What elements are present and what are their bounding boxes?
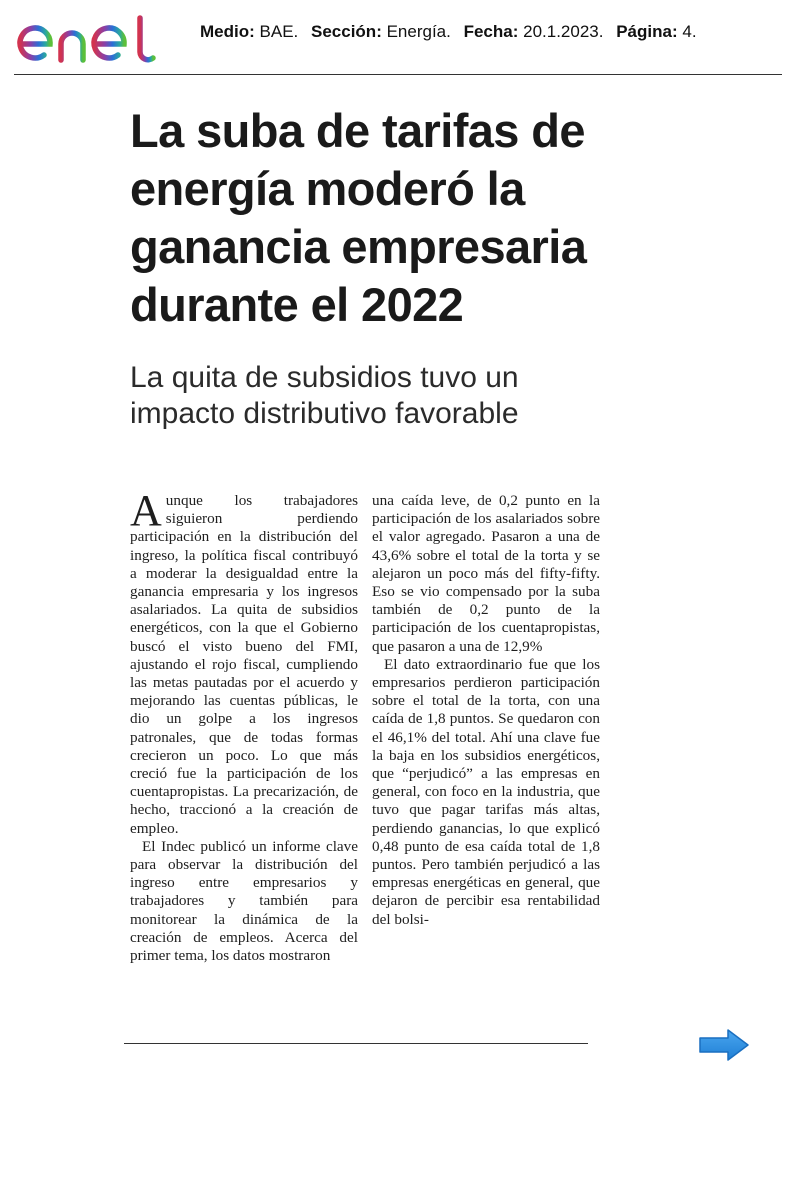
article-column-right [372, 492, 600, 929]
paragraph-text: unque los trabajadores siguieron perdiendo participación en la distribución del ingreso, la política fiscal contribuyó a moderar la desigualdad entre la ganancia empresaria y los ingresos asalariados. La quita de subsidios energéticos, con la que el Gobierno buscó el visto bueno del FMI, ajustando el rojo fiscal, cumpliendo las metas pautadas por el acuerdo y mejorando las cuentas públicas, le dio un golpe a los ingresos patronales, que de todas formas crecieron un poco. Lo que más creció fue la participación de los cuentapropistas. La precarización, de hecho, traccionó a la creación de empleo. [130, 492, 358, 837]
paragraph: El dato extraordinario fue que los empresarios perdieron participación sobre el total de la torta, con una caída de 1,8 puntos. Se quedaron con el 46,1% del total. Ahí una clave fue la baja en los subsidios energéticos, que “perjudicó” a las empresas en general, con foco en la industria, que tuvo que pagar tarifas más altas, perdiendo ganancias, lo que explicó 0,48 punto de esa caída total de 1,8 puntos. Pero también perjudicó a las empresas energéticas en general, que dejaron de percibir esa rentabilidad del bolsi- [372, 655, 600, 928]
medio-label: Medio: [200, 22, 255, 41]
medio-value: BAE. [259, 22, 299, 41]
drop-cap: A [130, 486, 162, 535]
pagina-value: 4. [682, 22, 697, 41]
footer-divider [124, 1043, 588, 1044]
fecha-label: Fecha: [463, 22, 519, 41]
enel-logo [16, 14, 166, 66]
publication-meta [200, 22, 697, 42]
paragraph: una caída leve, de 0,2 punto en la participación de los asalariados sobre el valor agregado. Pasaron a una de 43,6% sobre el total de la torta y se alejaron un poco más del fifty-fifty. Eso se vio compensado por la suba también de 0,2 punto de la participación de los cuentapropistas, que pasaron a una de 12,9% [372, 492, 600, 655]
header-divider [14, 74, 782, 75]
paragraph: El Indec publicó un informe clave para observar la distribución del ingreso entre empresarios y trabajadores y también para monitorear la dinámica de la creación de empleos. Acerca del primer tema, los datos mostraron [130, 837, 358, 965]
paragraph [130, 486, 358, 838]
arrow-right-icon[interactable] [698, 1028, 750, 1062]
seccion-value: Energía. [386, 22, 451, 41]
pagina-label: Página: [616, 22, 678, 41]
article-subhead: La quita de subsidios tuvo un impacto distributivo favorable [130, 361, 519, 430]
fecha-value: 20.1.2023. [523, 22, 604, 41]
seccion-label: Sección: [311, 22, 382, 41]
article-column-left [130, 486, 358, 965]
article-headline: La suba de tarifas de energía moderó la ganancia empresaria durante el 2022 [130, 104, 587, 331]
